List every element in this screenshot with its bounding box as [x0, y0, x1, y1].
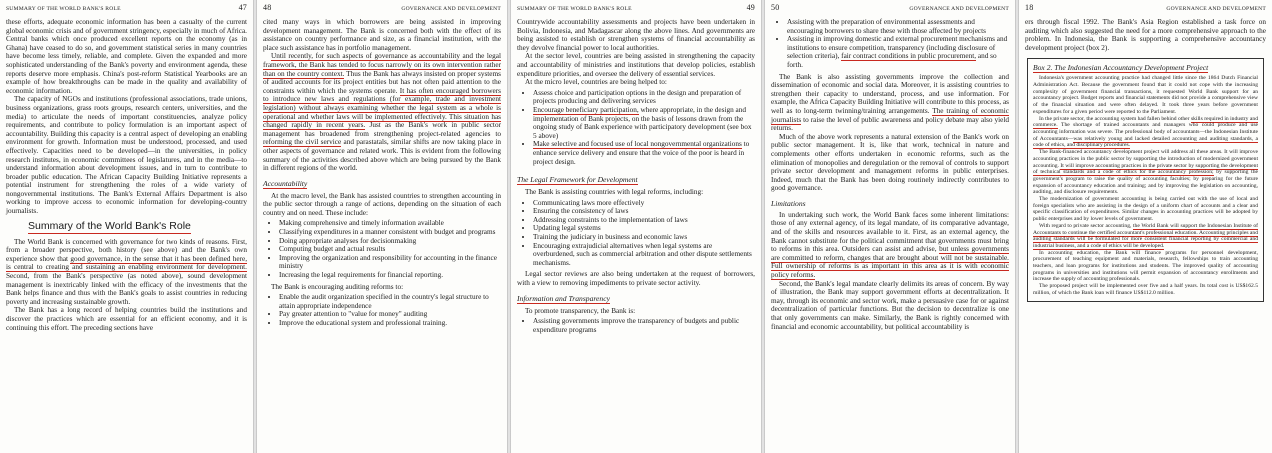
paragraph: The Bank has a long record of helping countries build the institutions and discover the practices which are essential for an efficient economy, and it is continuing this effort. The preceding sections have	[6, 306, 247, 332]
paragraph: At the macro level, the Bank has assisted countries to strengthen accounting in the public sector through a range of actions, depending on the situation of each country and on need. These include:	[263, 191, 501, 217]
list-item: • Encouraging extrajudicial alternatives when legal systems are overburdened, such as commercial arbitration and other dispute settlements mechanisms.	[533, 242, 755, 268]
bullet-list	[517, 199, 755, 268]
list-item: • Encourage beneficiary participation, where appropriate, in the design and implementation of Bank projects, on the basis of lessons drawn from the ongoing study of Bank experience with participatory development (see box 5 above)	[533, 106, 755, 140]
box-paragraph: In the private sector, the accounting system had fallen behind other skills required in industry and commerce. The shortage of trained accountants and managers who could produce and use accounting information was severe. The professional body of accountants—the Indonesian Institute of Accountants—was relatively young and lacked detailed accounting and auditing standards, a code of ethics, and disciplinary procedures.	[1033, 115, 1258, 149]
bullet-list	[263, 219, 501, 279]
box-paragraph: With regard to private sector accounting, the World Bank will support the Indonesian Institute of Accountants to continue the certified accountant's professional education. Accounting principles and auditing standards will be formulated for more consistent financial reporting by commercial and industrial business, and a code of ethics will be developed.	[1033, 222, 1258, 249]
list-item: • Make selective and focused use of local nongovernmental organizations to enhance service delivery and ensure that the voice of the poor is heard in project design.	[533, 140, 755, 166]
highlighted-text: Encourage beneficiary participation,	[533, 105, 639, 114]
list-item: • Improve the educational system and professional training.	[279, 319, 501, 328]
box-2	[1027, 58, 1264, 301]
page-number: 47	[238, 3, 247, 12]
subsection-heading: Information and Transparency	[517, 293, 610, 303]
box-paragraph: The Bank-financed accountancy development project will address all these areas. It will improve accounting practices in the public sector by supporting the introduction of modernized government accounting. It will improve accounting practices in the private sector by supporting the development of technical standards and a code of ethics for the accountancy profession; by supporting the government's program to raise the quality of accounting faculties; by preparing for the future expansion of accountancy education and training; and by improving the legislation on accounting, auditing, and disclosure requirements.	[1033, 149, 1258, 196]
paragraph: cited many ways in which borrowers are being assisted in improving development management. The Bank is concerned both with the effect of its assistance on country performance and size, as a financial institution, with the place such assistance has in portfolio management.	[263, 18, 501, 52]
box-paragraph: The modernization of government accounting is being carried out with the use of local and foreign specialists who are assisting in the design of a uniform chart of accounts and a clear and specific classification of expenditures. Similar changes in accounting practices will be adopted by public enterprises and by lower levels of government.	[1033, 196, 1258, 223]
paragraph: At the micro level, countries are being helped to:	[525, 78, 667, 87]
highlighted-text: was relatively young and lacked detailed accounting and auditing standards, a code of ethics, and disciplinary procedures.	[1033, 135, 1258, 149]
subsection-heading: Accountability	[263, 178, 308, 188]
page-50	[765, 0, 1015, 453]
page-header	[263, 3, 501, 12]
paragraph: At the sector level, countries are being assisted in strengthening the capacity and accountability of ministries and institutions that develop policies, establish expenditure priorities, and oversee the delivery of essential services.	[517, 52, 755, 78]
list-item: • Making comprehensive and timely information available	[279, 219, 501, 228]
paragraph: Second, the Bank's legal mandate clearly delimits its areas of concern. By way of illustration, the Bank may support government efforts at decentralization. It may, through its economic and sector work, make a persuasive case for or against decentralization of particular functions. But the decision to decentralize is one that only governments can make. Similarly, the Bank is rightly concerned with financial and economic accountability, but political accountability is	[771, 279, 1009, 331]
paragraph: The Bank is also assisting governments improve the collection and dissemination of economic and social data. Moreover, it is assisting countries to strengthen their capacity to understand, process, and use information. For example, the Africa Capacity Building Initiative will contribute to this process, as well as to long-term twinning/training arrangements. The training of economic journalists to raise the level of public awareness and policy debate may also yield returns.	[771, 72, 1010, 133]
paragraph: The capacity of NGOs and institutions (professional associations, trade unions, business organizations, grass roots groups, research centers, universities, and the media) to articulate the needs of important constituencies, analyze policy requirements, and contribute to policy formulation is an important aspect of accountability. Building this capacity is a central aspect of developing an enabling environment for growth. Information must be understood, processed, and used effectively. Capacities need to be developed—in the universities, in policy research institutes, in economic committees of legislatures, and in the media—to understand information about development issues, and in turn to contribute to broader public education. The African Capacity Building Initiative represents a potential instrument for strengthening the roles of a wide variety of nongovernmental institutions. The Bank's External Affairs Department is also working to improve access to economic information for developing-country journalists.	[6, 95, 247, 216]
highlighted-text: Make selective and focused use of local nongovernmental organizations	[533, 140, 742, 149]
paragraph: Much of the above work represents a natural extension of the Bank's work on public sector management. It is, like that work, technical in nature and complements other efforts undertaken in economic reforms, such as the elimination of monopolies and deregulation or the removal of controls to support private sector development and management reforms in public enterprises. Indeed, much that the Bank has been doing routinely indirectly contributes to good governance.	[771, 132, 1009, 193]
paragraph: In undertaking such work, the World Bank faces some inherent limitations: those of any external agency, of its legal mandate, of its comparative advantage, and of the skills and resources available to it. First, as an external agency, the Bank cannot substitute for the political commitment that governments must bring to reforms in this area. Outsiders can assist and advise, but unless governments are committed to reform, changes that are brought about will not be sustainable. Full ownership of reforms is as important in this area as it is with economic policy reforms.	[771, 210, 1010, 280]
list-item: • Ensuring the consistency of laws	[533, 207, 755, 216]
page-number: 18	[1025, 3, 1034, 12]
paragraph: The Bank is assisting countries with legal reforms, including:	[525, 188, 704, 197]
page-header	[771, 3, 1009, 12]
subsection-heading: Limitations	[771, 198, 806, 208]
list-item: • Computing budget and actual results	[279, 245, 501, 254]
highlighted-text: It will improve accounting practices in the private sector by supporting the development of technical standards and a code of ethics for the accountancy profession;	[1033, 162, 1258, 176]
subsection-heading: The Legal Framework for Development	[517, 175, 638, 185]
page-49	[511, 0, 761, 453]
bullet-list	[517, 317, 755, 334]
box-title: Box 2. The Indonesian Accountancy Development Project	[1033, 63, 1209, 73]
page-header	[1025, 3, 1266, 12]
bullet-list	[771, 18, 1009, 70]
list-item: • Training the judiciary in business and economic laws	[533, 233, 755, 242]
list-item: • Assisting in improving domestic and external procurement mechanisms and institutions to ensure competition, transparency (including disclosure of selection criteria), fair contract conditions in public procurement, and so forth.	[787, 35, 1009, 69]
list-item: • Increasing the legal requirements for financial reporting.	[279, 271, 501, 280]
highlighted-text: the World Bank will support the Indonesian Institute of Accountants to continue the certified accountant's professional education. Accounting principles and auditing standards will be formulated for more consistent financial reporting by commercial and industrial business, and a code of ethics will be developed.	[1033, 222, 1258, 249]
page-48	[257, 0, 507, 453]
paragraph: these efforts, adequate economic information has been a casualty of the current global economic crisis and of government stringency, especially in much of Africa. Central banks which once produced excellent reports on the economy (as in Ghana) have ceased to do so, and government statistical series in many countries have become less timely, reliable, and complete. Given the expanded and more sophisticated understanding of the Bank's poverty and environment agenda, these reports deserve more emphasis. China's post-reform Statistical Yearbooks are an example of how breakthroughs can be made in the quality and availability of economic information.	[6, 18, 247, 95]
highlighted-text: The training of economic journalists	[771, 106, 1010, 124]
running-head: SUMMARY OF THE WORLD BANK'S ROLE	[6, 6, 121, 12]
list-item: • Pay greater attention to "value for money" auditing	[279, 310, 501, 319]
list-item: • Doing appropriate analyses for decisionmaking	[279, 237, 501, 246]
paragraph: The World Bank is concerned with governance for two kinds of reasons. First, from a broader perspective, both history (see above) and the Bank's own experience show that good governance, in the sense that it has been defined here, is central to creating and sustaining an enabling environment for development. Second, from the Bank's perspective (as noted above), sound development management is inextricably linked with the efficacy of the investments that the Bank helps finance and thus with the Bank's goals to assist countries in reducing poverty and increasing sustainable growth.	[6, 237, 248, 306]
highlighted-text: It has often encouraged borrowers to introduce new laws and regulations (for example, trade and investment legislation) without always examining whether the legal system as a whole is operational and whether laws will be implemented effectively. This situation has changed rapidly in recent years.	[263, 86, 502, 130]
box-paragraph: In accounting education, the Bank will finance programs for personnel development, procurement of teaching equipment and materials, research, fellowships to train accounting teachers, and loan programs for institutions and students. The improved quality of accounting programs in universities and institutions will permit expansion of accountancy enrollments and increase the supply of accounting professionals.	[1033, 249, 1258, 283]
section-heading: Summary of the World Bank's Role	[28, 219, 191, 232]
list-item: • Classifying expenditures in a manner consistent with budget and programs	[279, 228, 501, 237]
list-item: • Addressing constraints to the implementation of laws	[533, 216, 755, 225]
list-item: • Assess choice and participation options in the design and preparation of projects producing and delivering services	[533, 89, 755, 106]
paragraph: To promote transparency, the Bank is:	[525, 306, 636, 315]
box-paragraph: The proposed project will be implemented over five and a half years. Its total cost is US$162.5 million, of which the Bank loan will finance US$112.0 million.	[1033, 283, 1258, 296]
paragraph: ers through fiscal 1992. The Bank's Asia Region established a task force on auditing which also suggested the need for a more comprehensive approach to the problem. In Indonesia, the Bank is supporting a comprehensive accountancy development project (box 2).	[1025, 18, 1266, 52]
running-head: GOVERNANCE AND DEVELOPMENT	[401, 6, 501, 12]
list-item: • Improving the organization and responsibility for accounting in the finance ministry	[279, 254, 501, 271]
paragraph: Countrywide accountability assessments and projects have been undertaken in Bolivia, Indonesia, and Madagascar along the above lines. And governments are being assisted to establish or strengthen systems of financial accountability as they devolve financial power to local authorities.	[517, 18, 755, 52]
page-header	[6, 3, 247, 12]
page-header	[517, 3, 755, 12]
highlighted-text: but unless governments are committed to reform, changes that are brought about will not be sustainable. Full ownership of reforms is as important in this area as it is with economic policy reforms.	[771, 245, 1010, 280]
bullet-list	[263, 293, 501, 327]
highlighted-text: fair contract conditions in public procurement,	[841, 52, 977, 61]
highlighted-text: skills required in industry and commerce.	[1033, 115, 1258, 129]
box-paragraph: Indonesia's government accounting practice had changed little since the 1864 Dutch Financial Administration Act. Because the government found that it could not cope with the increasing complexity of government financial transactions, it requested World Bank support for an accountancy project. Budget reports and financial statements did not provide a comprehensive view of the financial situation and were often delayed. It took three years before government expenditures for a given period were reported to the Parliament.	[1033, 75, 1258, 115]
highlighted-text: good governance, in the sense that it has been defined here, is central to creating and sustaining an enabling environment for development.	[6, 254, 248, 272]
running-head: GOVERNANCE AND DEVELOPMENT	[909, 6, 1009, 12]
bullet-list	[517, 89, 755, 166]
list-item: • Enable the audit organization specified in the country's legal structure to attain appropriate independence	[279, 293, 501, 310]
page-number: 48	[263, 3, 272, 12]
running-head: GOVERNANCE AND DEVELOPMENT	[1166, 6, 1266, 12]
page-number: 49	[746, 3, 755, 12]
list-item: • Updating legal systems	[533, 224, 755, 233]
paragraph: Legal sector reviews are also being undertaken at the request of borrowers, with a view to removing impediments to private sector activity.	[517, 270, 755, 288]
paragraph: Until recently, for such aspects of governance as accountability and the legal framework, the Bank has tended to focus narrowly on its own intervention rather than on the country context. Thus the Bank has always insisted on proper systems of audited accounts for its project entities but has not often paid attention to the constraints within which the systems operate. It has often encouraged borrowers to introduce new laws and regulations (for example, trade and investment legislation) without always examining whether the legal system as a whole is operational and whether laws will be implemented effectively. This situation has changed rapidly in recent years. Just as the Bank's work in public sector management has broadened from strengthening project-related agencies to reforming the civil service and parastatals, similar shifts are now taking place in other aspects of governance and related work. This is evident from the following summary of the activities described above which are being pursued by the Bank in different regions of the world.	[263, 52, 502, 173]
highlighted-text: Until recently, for such aspects of governance as accountability and the legal framework, the Bank has tended to focus narrowly on its own intervention rather than on the country context.	[263, 52, 501, 78]
page-18	[1019, 0, 1272, 453]
list-item: • Communicating laws more effectively	[533, 199, 755, 208]
highlighted-text: reforming the civil service	[263, 138, 342, 147]
running-head: SUMMARY OF THE WORLD BANK'S ROLE	[517, 6, 632, 12]
paragraph: The Bank is encouraging auditing reforms to:	[271, 282, 404, 291]
page-47	[0, 0, 253, 453]
list-item: • Assisting with the preparation of environmental assessments and encouraging borrowers to share these with those affected by projects	[787, 18, 1009, 35]
page-number: 50	[771, 3, 780, 12]
list-item: • Assisting governments improve the transparency of budgets and public expenditure programs	[533, 317, 755, 334]
